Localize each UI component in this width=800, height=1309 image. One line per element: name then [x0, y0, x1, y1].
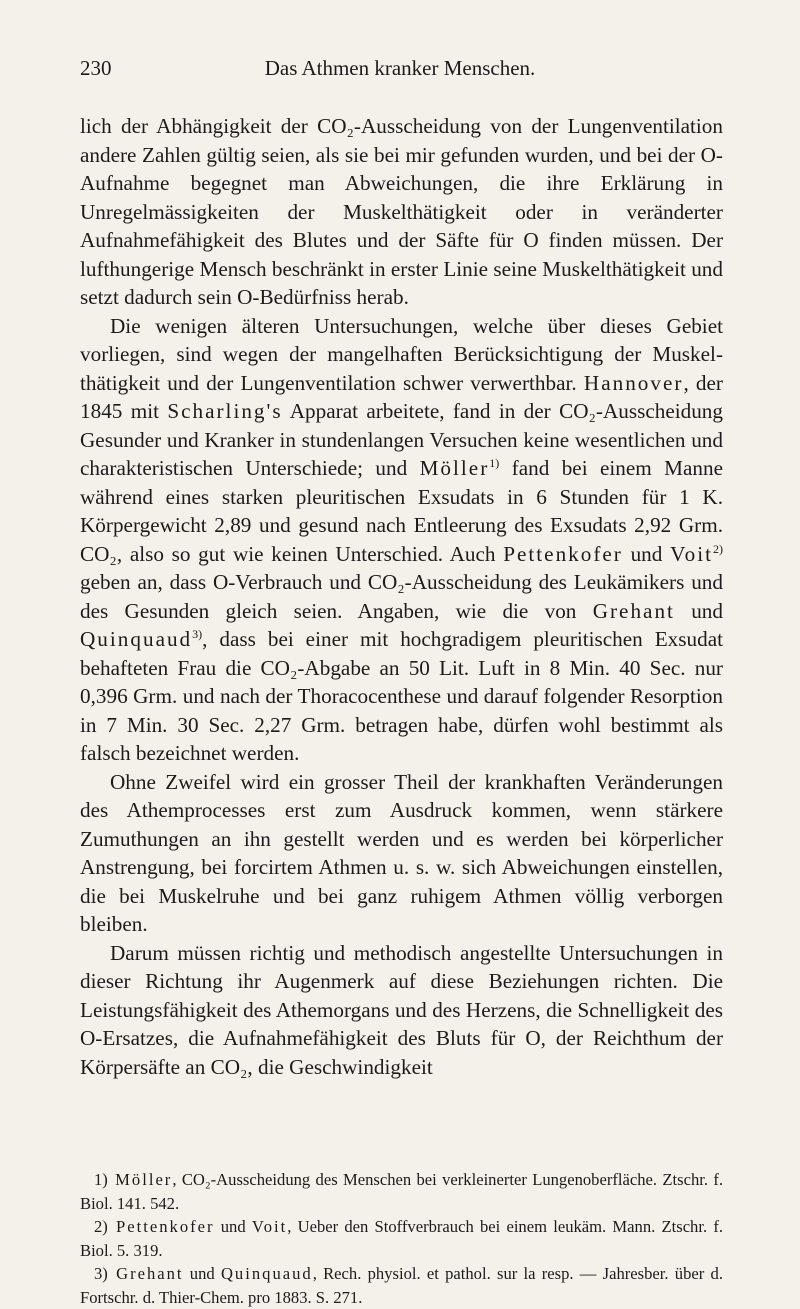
body-text [80, 112, 723, 1081]
text-run: geben an, dass O-Verbrauch und CO₂-Ausscheidung des Leukämikers und des Gesunden gleich seien. Angaben, wie die von [80, 570, 723, 623]
text-run: , der 1845 mit [80, 370, 723, 423]
paragraph [80, 939, 723, 1082]
text-run: lich der Abhängigkeit der CO₂-Ausscheidung von der Lungenventilation andere Zahlen gültig seien, als sie bei mir gefunden wurden, und bei der O-Aufnahme begegnet man Abweichungen, die ihre Erklärung in Unregelmässigkeiten der Muskelthätigkeit oder in veränderter Aufnahmefähigkeit des Blutes und der Säfte für O finden müssen. Der lufthungerige Mensch beschränkt in erster Linie seine Muskelthätigkeit und setzt dadurch sein O-Bedürfniss herab. [80, 114, 723, 309]
footnote [80, 1215, 723, 1262]
footnote-mark: 1) [94, 1170, 108, 1189]
page-header [80, 56, 720, 86]
author-name: Quinquaud [220, 1264, 313, 1283]
author-name: Pettenkofer [503, 541, 623, 566]
author-name: Möller [419, 456, 490, 480]
author-name: Möller [115, 1170, 173, 1189]
text-run: fand bei einem Manne während eines starken pleuritischen Exsudats in 6 Stunden für 1 K. Körpergewicht 2,89 und gesund nach Entleerung des Exsudats 2,92 Grm. CO₂, also so gut wie keinen Unterschied. Auch [80, 456, 723, 566]
footnote [80, 1168, 723, 1215]
footnote-mark: 2) [94, 1217, 108, 1236]
author-name: Grehant [592, 598, 675, 623]
author-name: Hannover [583, 370, 684, 395]
author-name: Quinquaud [80, 627, 193, 651]
author-name: Voit [670, 541, 713, 566]
author-name: Pettenkofer [116, 1217, 215, 1236]
footnote [80, 1262, 723, 1309]
footnote-ref: 3) [192, 626, 203, 641]
text-run: und [622, 541, 671, 566]
paragraph [80, 768, 723, 939]
text-run: Die wenigen älteren Untersuchungen, welche über dieses Gebiet vorliegen, sind wegen der mangelhaften Berücksichtigung der Muskelthätigkeit und der Lungenventilation schwer verwerthbar. [80, 313, 723, 395]
author-name: Grehant [116, 1264, 184, 1283]
author-name: Scharling's [167, 399, 283, 423]
footnotes [80, 1168, 723, 1309]
text-run: und [674, 598, 723, 623]
text-run: , Rech. physiol. et pathol. sur la resp. — Jahresber. über d. Fortschr. d. Thier-Chem. pro 1883. S. 271. [80, 1264, 723, 1307]
text-run: und [183, 1264, 221, 1283]
text-run: Ohne Zweifel wird ein grosser Theil der krankhaften Veränderungen des Athemprocesses erst zum Ausdruck kommen, wenn stärkere Zumuthungen an ihn gestellt werden und es werden bei körperlicher Anstrengung, bei forcirtem Athmen u. s. w. sich Abweichungen einstellen, die bei Muskelruhe und bei ganz ruhigem Athmen völlig verborgen bleiben. [80, 769, 723, 936]
footnote-mark: 3) [94, 1264, 108, 1283]
paragraph [80, 312, 723, 768]
text-run: , Ueber den Stoffverbrauch bei einem leukäm. Mann. Ztschr. f. Biol. 5. 319. [80, 1217, 724, 1260]
text-run: , CO₂-Ausscheidung des Menschen bei verkleinerter Lungenoberfläche. Ztschr. f. Biol. 141. 542. [80, 1170, 724, 1213]
author-name: Voit [251, 1217, 288, 1236]
text-run: Apparat arbeitete, fand in der CO₂-Ausscheidung Gesunder und Kranker in stundenlangen Versuchen keine wesentlichen und charakteristischen Unterschiede; und [80, 399, 723, 480]
footnote-ref: 2) [713, 541, 723, 556]
running-title: Das Athmen kranker Menschen. [264, 56, 536, 80]
text-run: und [214, 1217, 252, 1236]
page-number: 230 [80, 56, 112, 80]
text-run: , dass bei einer mit hochgradigem pleuritischen Exsudat behafteten Frau die CO₂-Abgabe an 50 Lit. Luft in 8 Min. 40 Sec. nur 0,396 Grm. und nach der Thoracocenthese und darauf folgender Resorption in 7 Min. 30 Sec. 2,27 Grm. betragen habe, dürfen wohl bestimmt als falsch bezeichnet werden. [80, 627, 723, 765]
footnote-ref: 1) [489, 455, 500, 470]
text-run: Darum müssen richtig und methodisch angestellte Untersuchungen in dieser Richtung ihr Augenmerk auf diese Beziehungen richten. Die Leistungsfähigkeit des Athemorgans und des Herzens, die Schnelligkeit des O-Ersatzes, die Aufnahmefähigkeit des Bluts für O, der Reichthum der Körpersäfte an CO₂, die Geschwindigkeit [80, 940, 723, 1079]
paragraph [80, 112, 723, 312]
